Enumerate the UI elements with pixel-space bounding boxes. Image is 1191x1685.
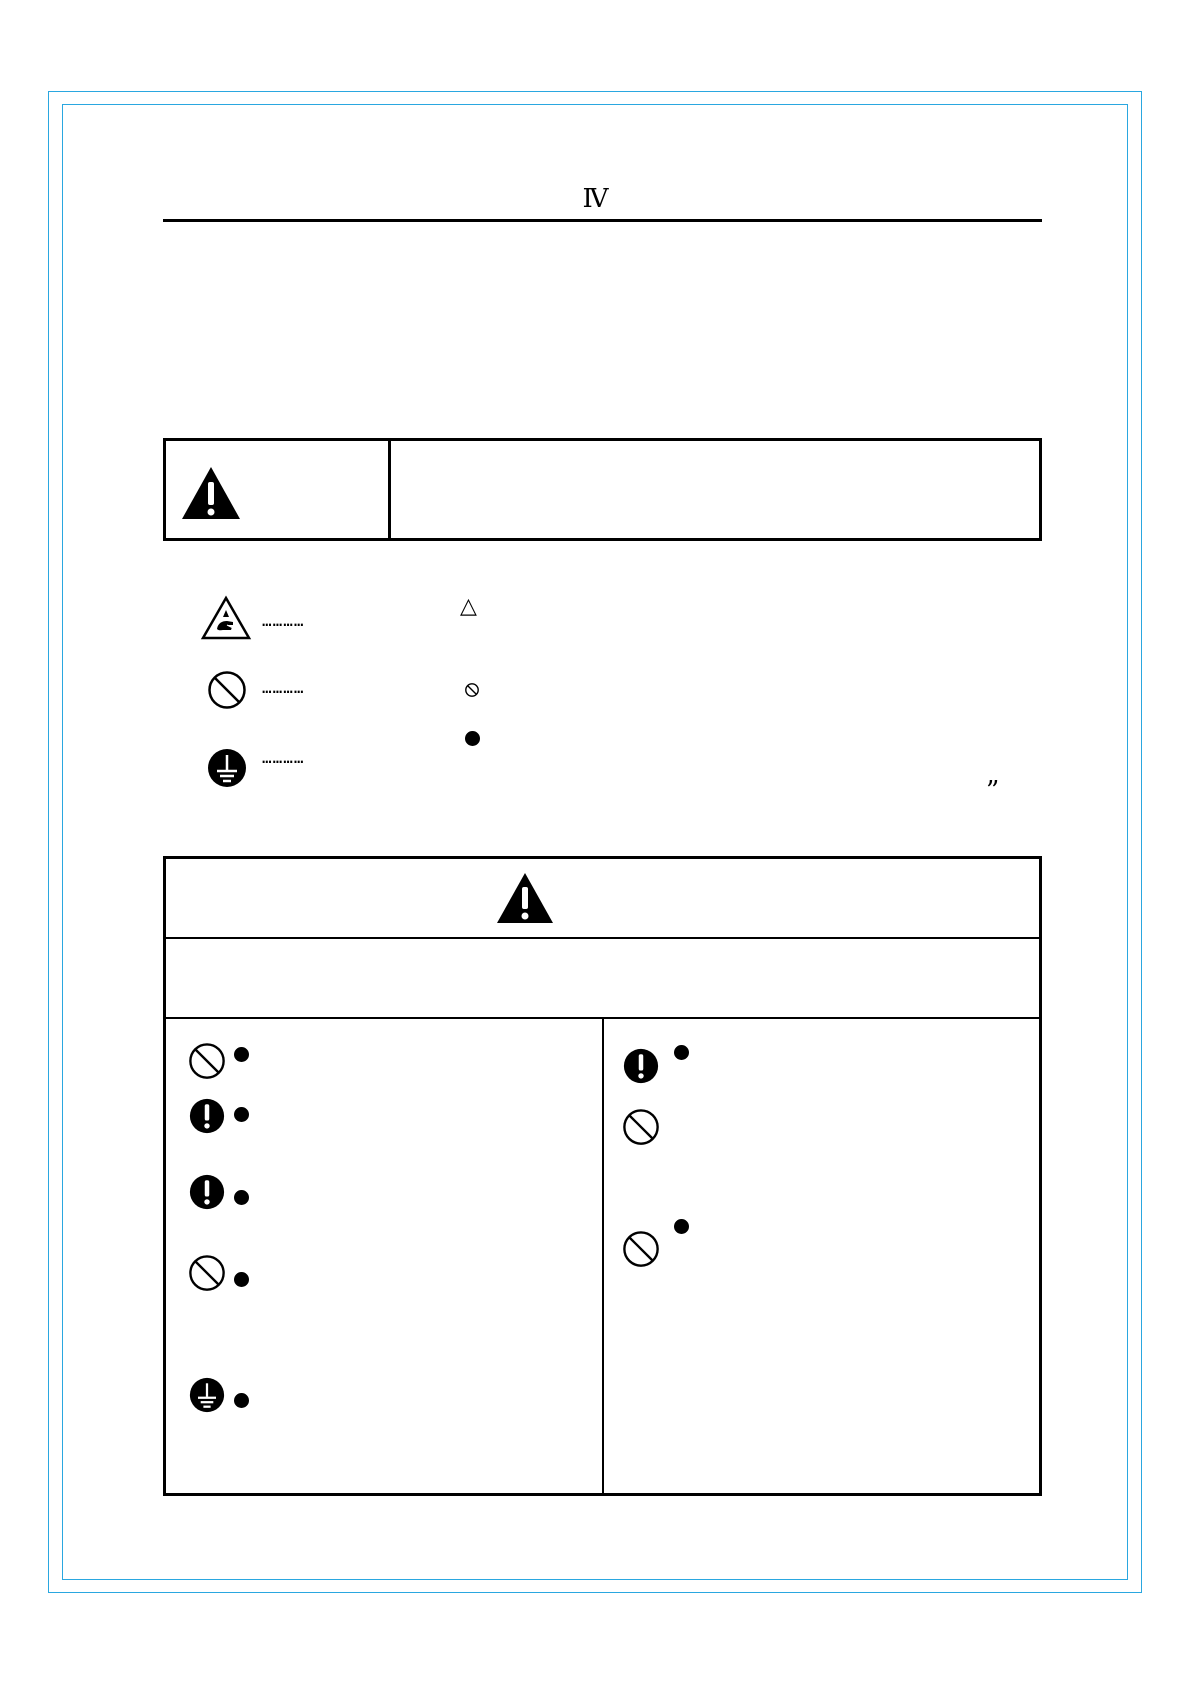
left-item-5-bullet <box>234 1393 249 1408</box>
mandatory-exclamation-icon <box>623 1048 659 1084</box>
left-item-4-bullet <box>234 1272 249 1287</box>
warning-box <box>163 438 1042 541</box>
caution-title-rule <box>166 937 1039 939</box>
mandatory-exclamation-icon <box>189 1098 225 1134</box>
prohibition-icon <box>188 1042 226 1080</box>
left-item-3-bullet <box>234 1190 249 1205</box>
caution-column-divider <box>602 1018 604 1493</box>
left-item-2-bullet <box>234 1107 249 1122</box>
ground-icon <box>207 748 247 788</box>
legend-leader-3: ………… <box>262 748 305 767</box>
right-item-3-bullet <box>674 1219 689 1234</box>
legend-triangle-glyph: △ <box>460 594 477 619</box>
warning-box-divider <box>388 441 391 538</box>
prohibition-icon <box>622 1230 660 1268</box>
legend-prohibition-glyph <box>464 682 480 698</box>
warning-triangle-icon <box>180 465 242 521</box>
closing-quote: ” <box>986 776 1000 806</box>
header-rule <box>163 219 1042 222</box>
caution-box <box>163 856 1042 1496</box>
ground-icon <box>189 1377 225 1413</box>
prohibition-icon <box>188 1254 226 1292</box>
warning-triangle-icon <box>495 871 555 925</box>
legend-leader-2: ………… <box>262 678 305 697</box>
legend-bullet-glyph <box>465 731 480 746</box>
section-title: Ⅳ <box>582 184 609 214</box>
mandatory-exclamation-icon <box>189 1174 225 1210</box>
left-item-1-bullet <box>234 1047 249 1062</box>
legend-leader-1: ………… <box>262 611 305 630</box>
right-item-1-bullet <box>674 1045 689 1060</box>
prohibition-icon <box>207 670 247 710</box>
prohibition-icon <box>622 1108 660 1146</box>
hand-pinch-warning-icon <box>200 595 252 641</box>
